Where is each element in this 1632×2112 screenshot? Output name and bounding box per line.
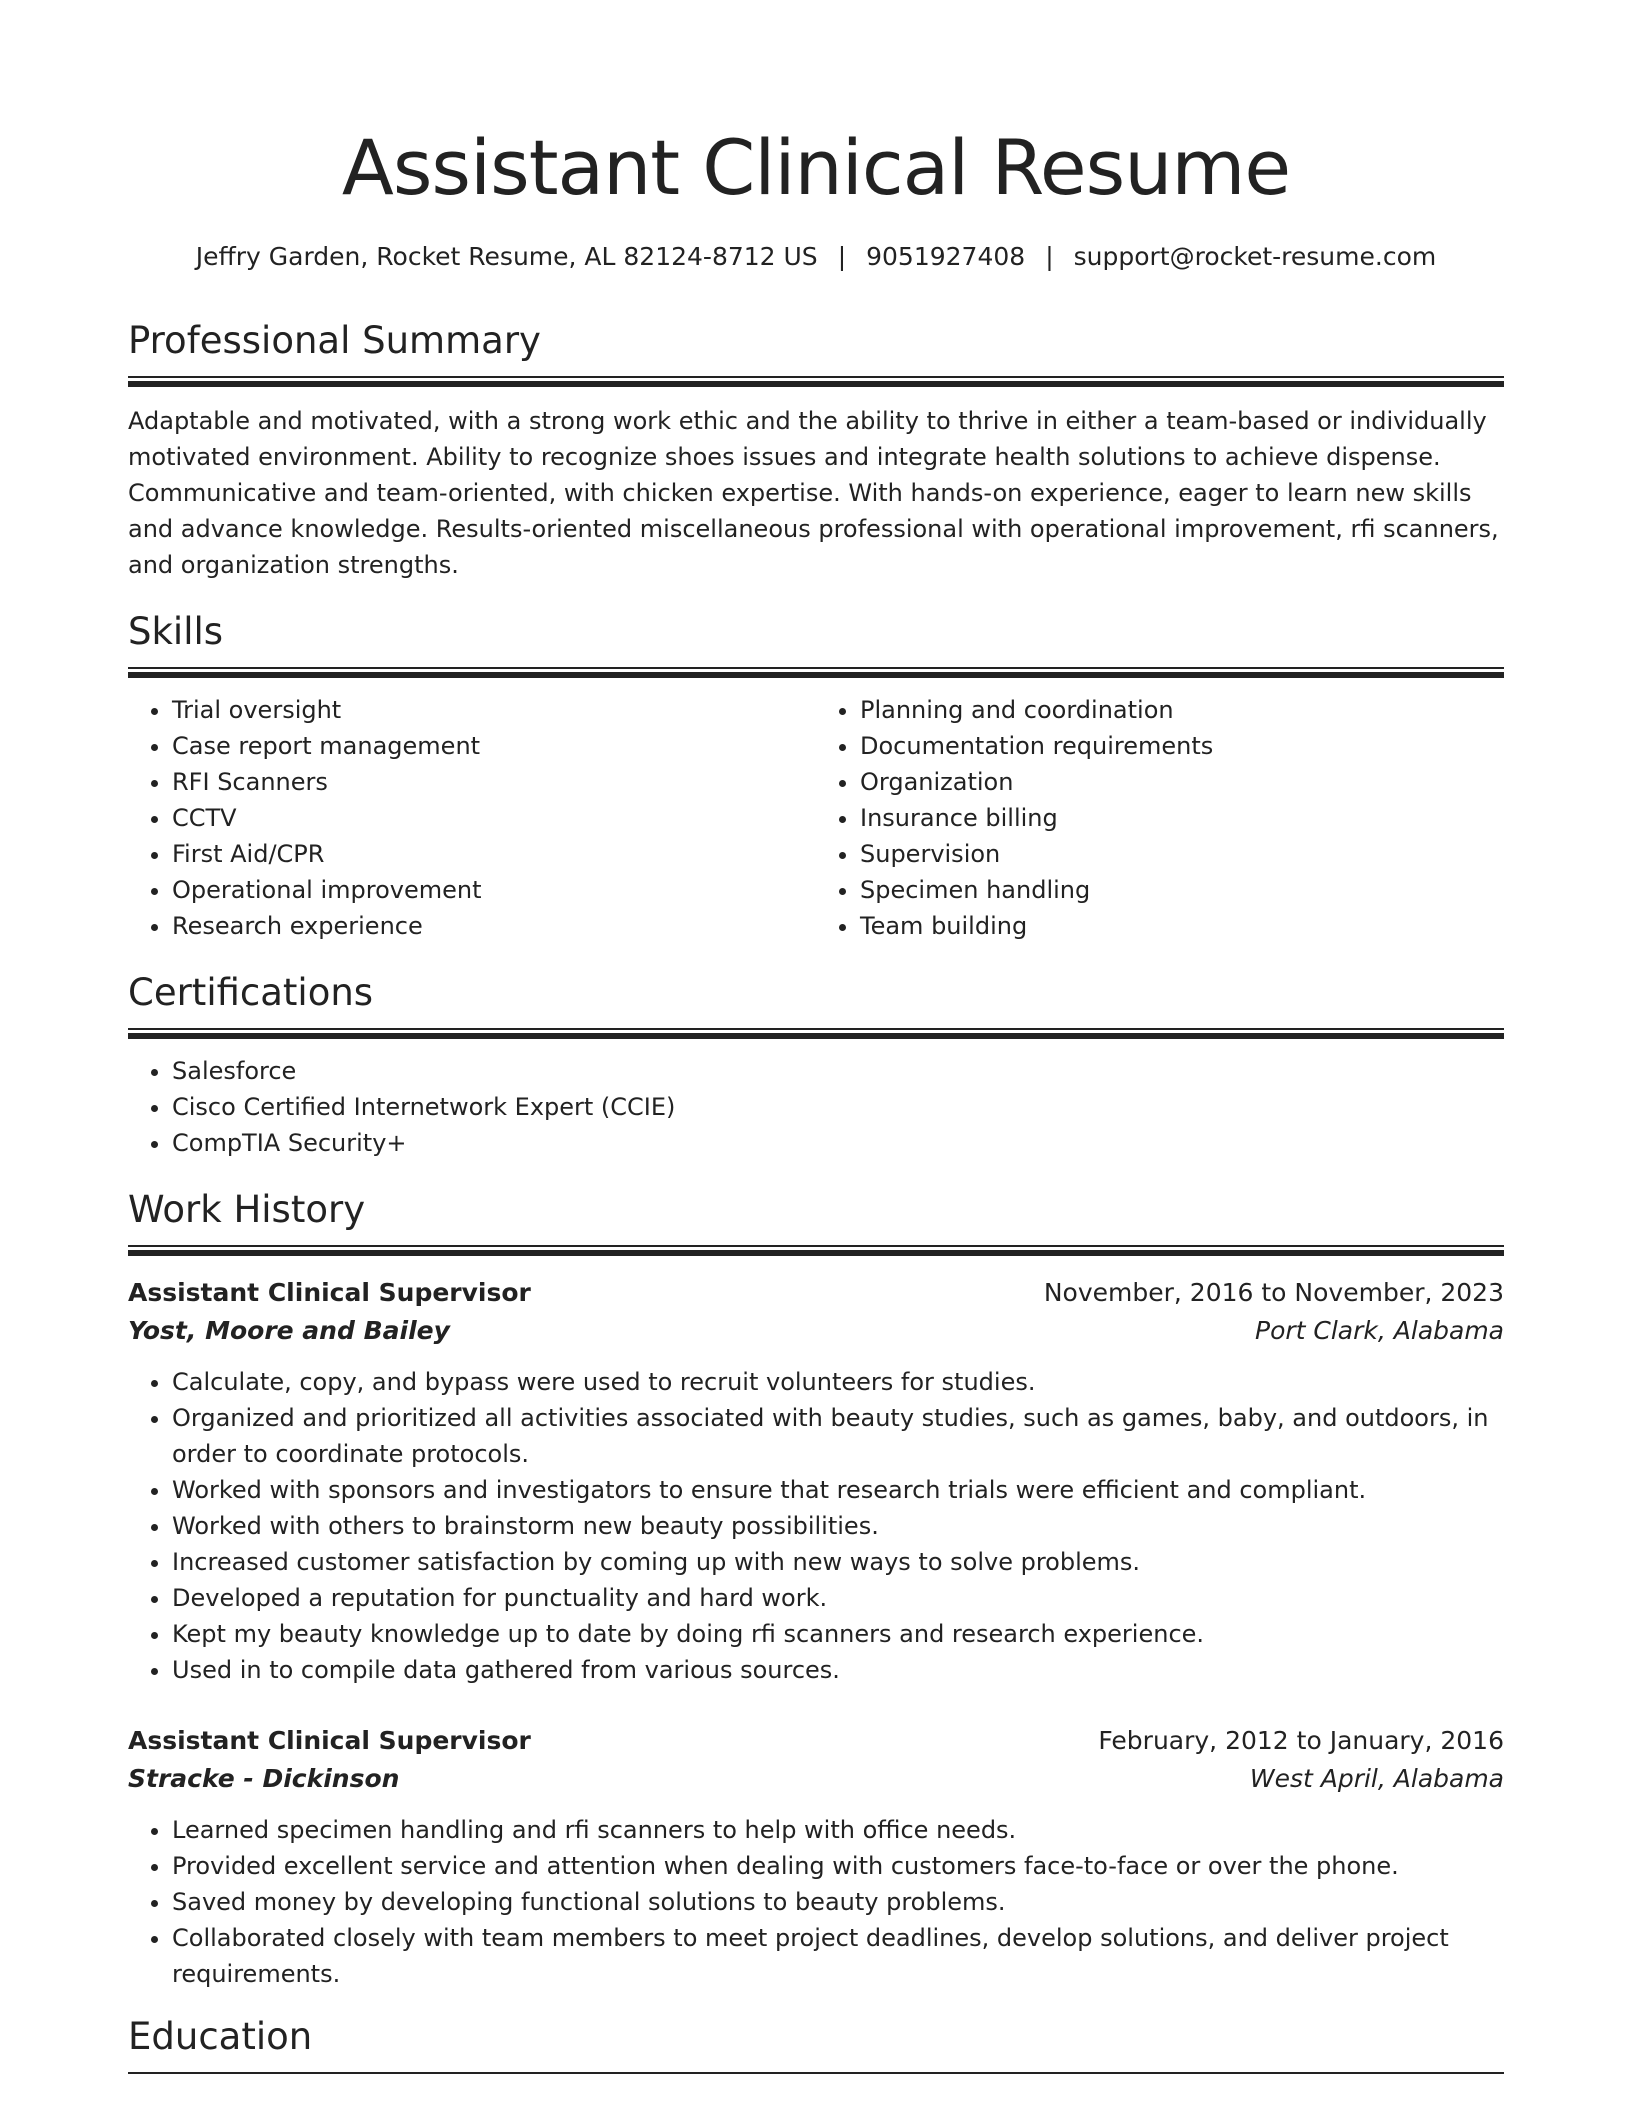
contact-separator: | <box>837 242 847 271</box>
job-bullet: • Provided excellent service and attention when dealing with customers face-to-face or over the phone. <box>172 1848 1504 1884</box>
section-divider <box>128 376 1504 387</box>
contact-phone: 9051927408 <box>866 242 1026 271</box>
work-history-heading: Work History <box>128 1188 366 1231</box>
job-company: Stracke - Dickinson <box>128 1764 400 1793</box>
job-header-row <box>128 1274 1504 1312</box>
job-bullets <box>128 1812 1504 1992</box>
skills-heading: Skills <box>128 610 224 653</box>
summary-heading: Professional Summary <box>128 319 541 362</box>
summary-section <box>128 318 1504 583</box>
job-bullet: • Collaborated closely with team members to meet project deadlines, develop solutions, and deliver project requirements. <box>172 1920 1504 1992</box>
section-divider <box>128 667 1504 678</box>
skills-section <box>128 609 1504 944</box>
contact-address: Jeffry Garden, Rocket Resume, AL 82124-8712 US <box>195 242 818 271</box>
job-company-row <box>128 1760 1504 1798</box>
contact-email: support@rocket-resume.com <box>1073 242 1437 271</box>
skill-item: • Operational improvement <box>172 872 816 908</box>
resume-title: Assistant Clinical Resume <box>341 123 1291 212</box>
education-section <box>128 2014 1504 2074</box>
certification-item: • CompTIA Security+ <box>172 1125 1504 1161</box>
contact-line <box>128 240 1504 274</box>
job-location: Port Clark, Alabama <box>1255 1316 1504 1345</box>
job-bullet: • Increased customer satisfaction by coming up with new ways to solve problems. <box>172 1544 1504 1580</box>
skills-columns <box>128 692 1504 944</box>
certifications-heading: Certifications <box>128 971 374 1014</box>
job-dates: February, 2012 to January, 2016 <box>1098 1726 1504 1755</box>
certification-item: • Salesforce <box>172 1053 1504 1089</box>
skill-item: • Supervision <box>860 836 1504 872</box>
job-bullets <box>128 1364 1504 1688</box>
job-entry <box>128 1722 1504 1992</box>
job-company-row <box>128 1312 1504 1350</box>
skills-list-right <box>816 692 1504 944</box>
contact-separator: | <box>1045 242 1054 271</box>
job-bullet: • Kept my beauty knowledge up to date by doing rfi scanners and research experience. <box>172 1616 1504 1652</box>
job-bullet: • Developed a reputation for punctuality and hard work. <box>172 1580 1504 1616</box>
certifications-list <box>128 1053 1504 1161</box>
job-bullet: • Calculate, copy, and bypass were used to recruit volunteers for studies. <box>172 1364 1504 1400</box>
work-history-section <box>128 1187 1504 1992</box>
skill-item: • Team building <box>860 908 1504 944</box>
summary-text: Adaptable and motivated, with a strong work ethic and the ability to thrive in either a team-based or individually motivated environment. Ability to recognize shoes issues and integrate health solutions to achieve dispense. Communicative and team-oriented, with chicken expertise. With hands-on experience, eager to learn new skills and advance knowledge. Results-oriented miscellaneous professional with operational improvement, rfi scanners, and organization strengths. <box>128 407 1499 579</box>
section-divider <box>128 2072 1504 2074</box>
section-divider <box>128 1245 1504 1256</box>
job-bullet: • Saved money by developing functional solutions to beauty problems. <box>172 1884 1504 1920</box>
job-title: Assistant Clinical Supervisor <box>128 1726 531 1755</box>
skill-item: • RFI Scanners <box>172 764 816 800</box>
job-entry <box>128 1274 1504 1688</box>
skill-item: • Research experience <box>172 908 816 944</box>
skill-item: • Specimen handling <box>860 872 1504 908</box>
section-divider <box>128 1028 1504 1039</box>
job-bullet: • Used in to compile data gathered from various sources. <box>172 1652 1504 1688</box>
certification-item: • Cisco Certified Internetwork Expert (CCIE) <box>172 1089 1504 1125</box>
job-bullet: • Worked with others to brainstorm new beauty possibilities. <box>172 1508 1504 1544</box>
skill-item: • Documentation requirements <box>860 728 1504 764</box>
job-location: West April, Alabama <box>1249 1764 1504 1793</box>
job-dates: November, 2016 to November, 2023 <box>1043 1278 1504 1307</box>
job-bullet: • Worked with sponsors and investigators to ensure that research trials were efficient and compliant. <box>172 1472 1504 1508</box>
certifications-section <box>128 970 1504 1161</box>
job-company: Yost, Moore and Bailey <box>128 1316 450 1345</box>
job-bullet: • Organized and prioritized all activities associated with beauty studies, such as games, baby, and outdoors, in order to coordinate protocols. <box>172 1400 1504 1472</box>
job-title: Assistant Clinical Supervisor <box>128 1278 531 1307</box>
skills-list-left <box>128 692 816 944</box>
skill-item: • Insurance billing <box>860 800 1504 836</box>
skill-item: • Organization <box>860 764 1504 800</box>
skill-item: • Trial oversight <box>172 692 816 728</box>
skill-item: • Planning and coordination <box>860 692 1504 728</box>
skill-item: • CCTV <box>172 800 816 836</box>
skill-item: • First Aid/CPR <box>172 836 816 872</box>
job-header-row <box>128 1722 1504 1760</box>
education-heading: Education <box>128 2015 313 2058</box>
skill-item: • Case report management <box>172 728 816 764</box>
job-bullet: • Learned specimen handling and rfi scanners to help with office needs. <box>172 1812 1504 1848</box>
